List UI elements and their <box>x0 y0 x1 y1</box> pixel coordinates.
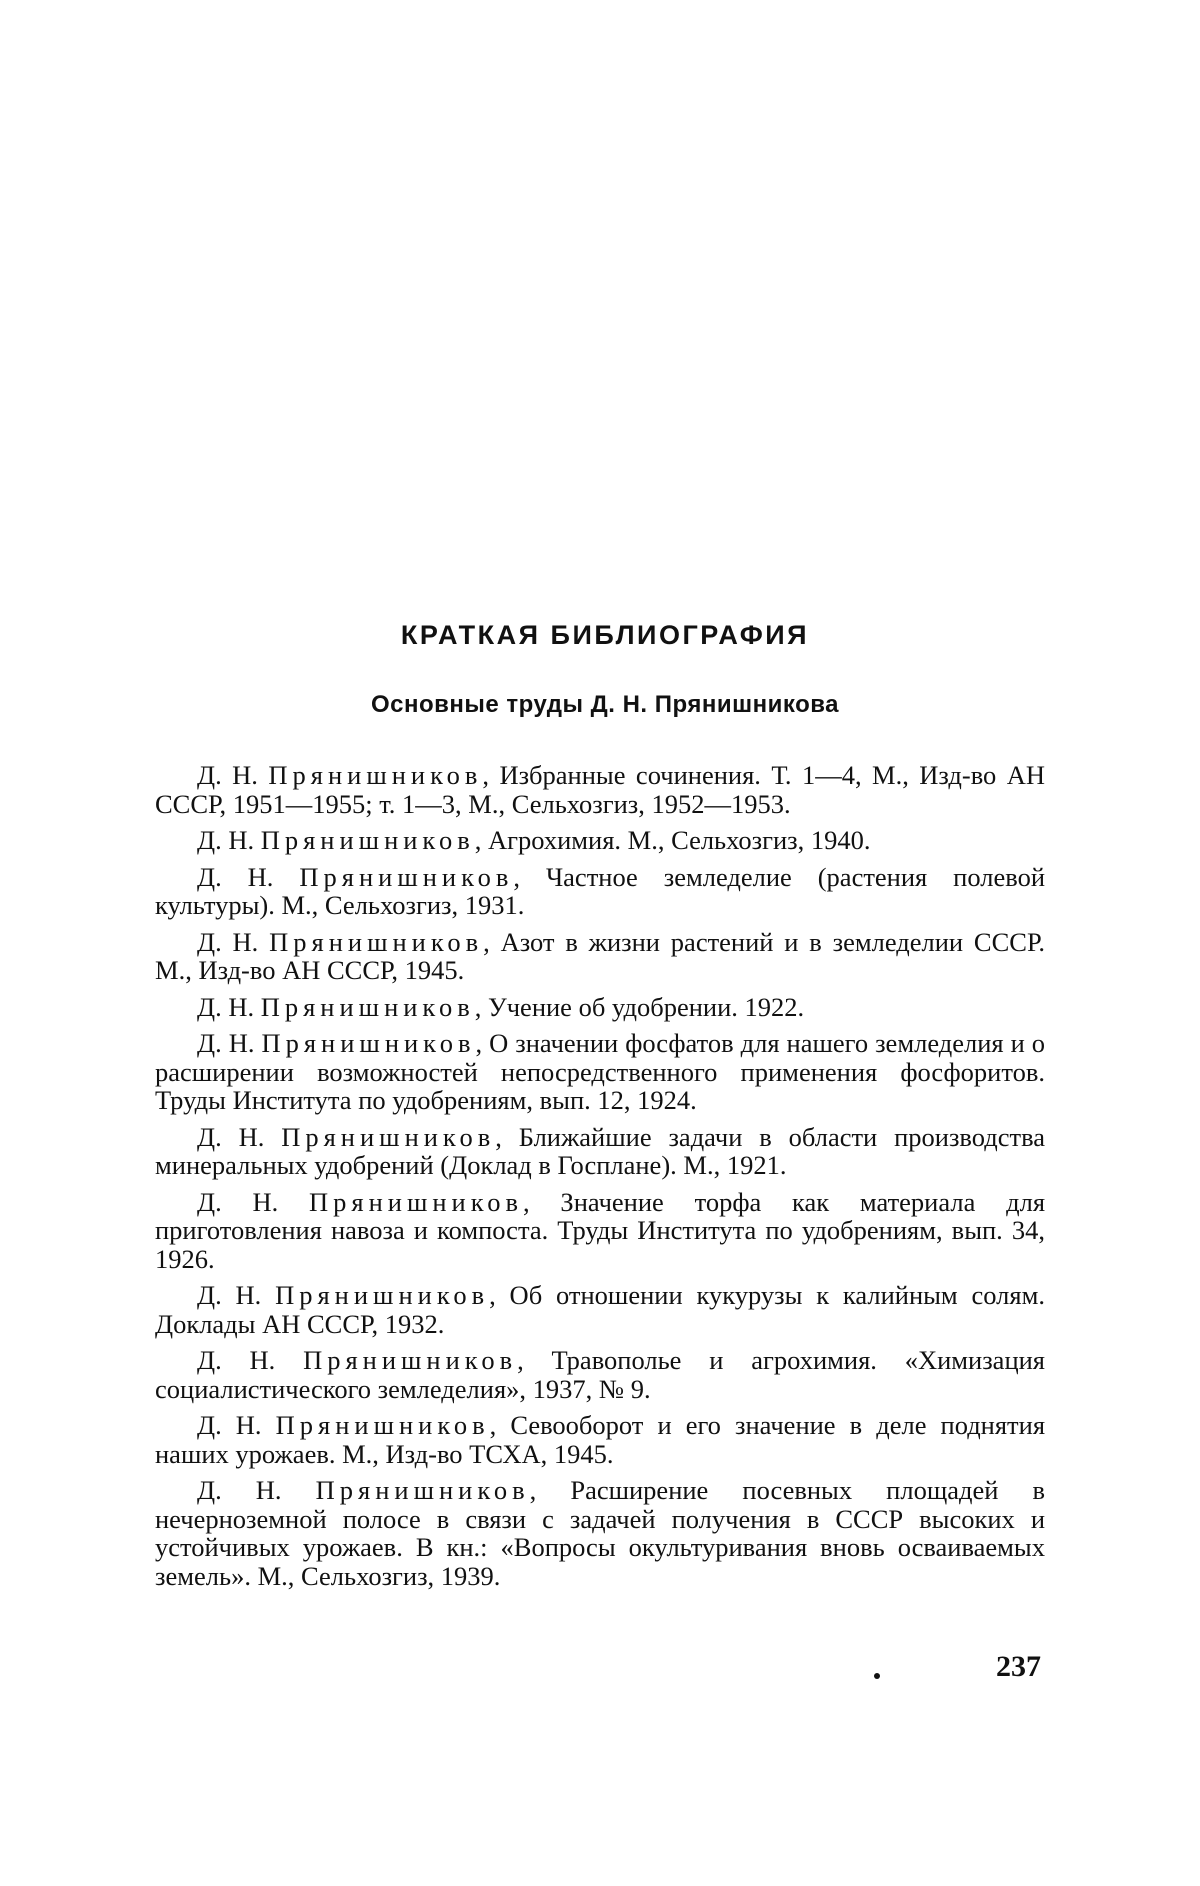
bibliography-entry <box>155 1123 1045 1180</box>
author-surname: Прянишников <box>261 825 475 855</box>
entry-text: , Значение торфа как материала для приготовления навоза и компоста. Труды Института по удобрениям, вып. 34, 1926. <box>155 1187 1045 1274</box>
page-title: КРАТКАЯ БИБЛИОГРАФИЯ <box>155 620 1045 651</box>
author-initials: Д. Н. <box>197 862 299 892</box>
author-initials: Д. Н. <box>197 1475 316 1505</box>
entry-text: , О значении фосфатов для нашего земледелия и о расширении возможностей непосредственного применения фосфоритов. Труды Института по удобрениям, вып. 12, 1924. <box>155 1028 1045 1115</box>
page-content <box>155 620 1045 1598</box>
author-surname: Прянишников <box>261 992 475 1022</box>
entry-text: , Избранные сочинения. Т. 1—4, М., Изд-во АН СССР, 1951—1955; т. 1—3, М., Сельхозгиз, 1952—1953. <box>155 760 1045 819</box>
author-initials: Д. Н. <box>197 1345 303 1375</box>
bibliography-entry <box>155 993 1045 1022</box>
entry-text: , Об отношении кукурузы к калийным солям. Доклады АН СССР, 1932. <box>155 1280 1045 1339</box>
bibliography-entry <box>155 1346 1045 1403</box>
author-surname: Прянишников <box>303 1345 517 1375</box>
author-initials: Д. Н. <box>197 927 269 957</box>
author-initials: Д. Н. <box>197 1410 276 1440</box>
section-subtitle: Основные труды Д. Н. Прянишникова <box>155 691 1045 719</box>
entry-text: , Ближайшие задачи в области производства минеральных удобрений (Доклад в Госплане). М., 1921. <box>155 1122 1045 1181</box>
bibliography-entry <box>155 1476 1045 1590</box>
bibliography-entry <box>155 1411 1045 1468</box>
bibliography-entry <box>155 1281 1045 1338</box>
bibliography-entry <box>155 928 1045 985</box>
bibliography-entry <box>155 1029 1045 1115</box>
page-number: 237 <box>996 1650 1041 1684</box>
entry-text: , Агрохимия. М., Сельхозгиз, 1940. <box>475 825 871 855</box>
entry-text: , Учение об удобрении. 1922. <box>475 992 804 1022</box>
author-initials: Д. Н. <box>197 1028 261 1058</box>
author-surname: Прянишников <box>275 1280 489 1310</box>
author-surname: Прянишников <box>309 1187 523 1217</box>
entry-text: , Севооборот и его значение в деле поднятия наших урожаев. М., Изд-во ТСХА, 1945. <box>155 1410 1045 1469</box>
bibliography-entry <box>155 826 1045 855</box>
bibliography-entry <box>155 863 1045 920</box>
author-initials: Д. Н. <box>197 760 268 790</box>
entry-text: , Азот в жизни растений и в земледелии СССР. М., Изд-во АН СССР, 1945. <box>155 927 1045 986</box>
author-surname: Прянишников <box>269 927 483 957</box>
author-surname: Прянишников <box>261 1028 475 1058</box>
author-initials: Д. Н. <box>197 1187 309 1217</box>
author-initials: Д. Н. <box>197 1280 275 1310</box>
bibliography-entry <box>155 761 1045 818</box>
author-surname: Прянишников <box>268 760 482 790</box>
author-surname: Прянишников <box>316 1475 530 1505</box>
author-surname: Прянишников <box>281 1122 495 1152</box>
author-initials: Д. Н. <box>197 992 261 1022</box>
entry-text: , Травополье и агрохимия. «Химизация социалистического земледелия», 1937, № 9. <box>155 1345 1045 1404</box>
bibliography-list <box>155 761 1045 1590</box>
bibliography-entry <box>155 1188 1045 1274</box>
author-initials: Д. Н. <box>197 825 261 855</box>
author-surname: Прянишников <box>299 862 513 892</box>
entry-text: , Расширение посевных площадей в нечерноземной полосе в связи с задачей получения в СССР высоких и устойчивых урожаев. В кн.: «Вопросы окультуривания вновь осваиваемых земель». М., Сельхозгиз, 1939. <box>155 1475 1045 1591</box>
entry-text: , Частное земледелие (растения полевой культуры). М., Сельхозгиз, 1931. <box>155 862 1045 921</box>
printer-mark-dot <box>874 1673 880 1679</box>
author-surname: Прянишников <box>276 1410 490 1440</box>
author-initials: Д. Н. <box>197 1122 281 1152</box>
